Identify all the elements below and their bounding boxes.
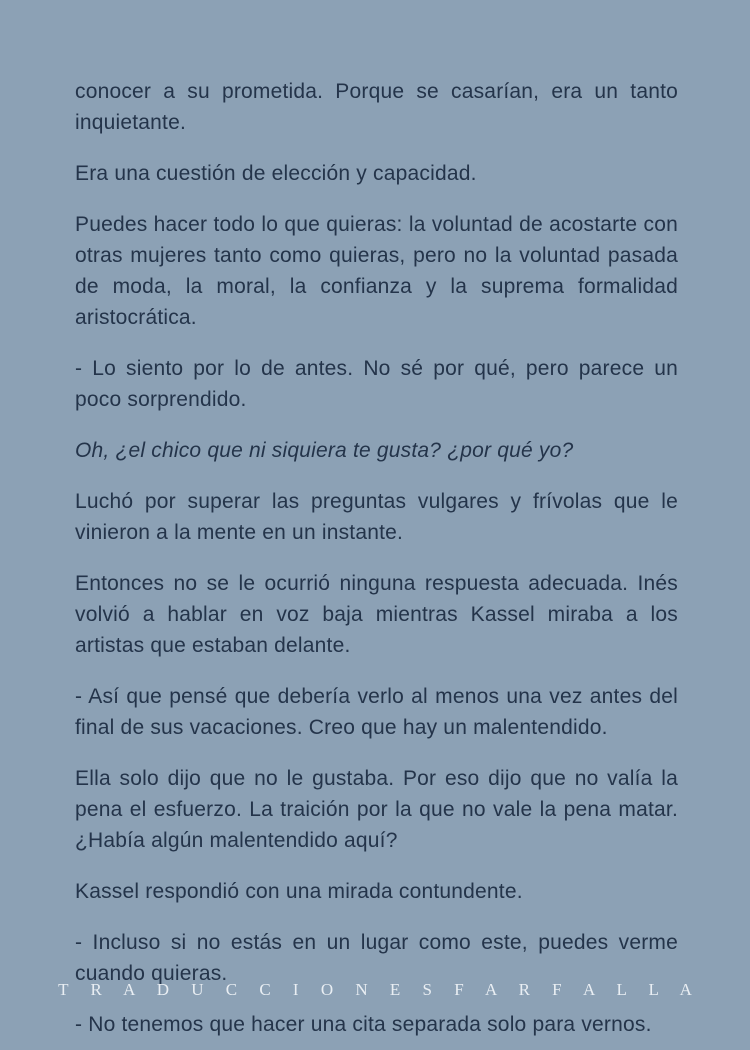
translator-watermark: T R A D U C C I O N E S F A R F A L L A — [58, 980, 701, 999]
dialogue-paragraph-text: - No tenemos que hacer una cita separada solo para vernos. — [75, 1013, 652, 1036]
paragraph-text: conocer a su prometida. Porque se casarían, era un tanto inquietante. — [75, 80, 678, 134]
paragraph-text: Puedes hacer todo lo que quieras: la voluntad de acostarte con otras mujeres tanto como quieras, pero no la voluntad pasada de moda, la moral, la confianza y la suprema formalidad aristocrática. — [75, 213, 678, 329]
inner-thought-paragraph-text: Oh, ¿el chico que ni siquiera te gusta? ¿por qué yo? — [75, 439, 574, 462]
paragraph-text: Kassel respondió con una mirada contundente. — [75, 880, 523, 903]
dialogue-paragraph-text: - Incluso si no estás en un lugar como este, puedes verme cuando quieras. — [75, 931, 678, 985]
paragraph-text: Ella solo dijo que no le gustaba. Por eso dijo que no valía la pena el esfuerzo. La traición por la que no vale la pena matar. ¿Había algún malentendido aquí? — [75, 767, 678, 852]
paragraph-text: Luchó por superar las preguntas vulgares y frívolas que le vinieron a la mente en un instante. — [75, 490, 678, 544]
paragraph-text: Entonces no se le ocurrió ninguna respuesta adecuada. Inés volvió a hablar en voz baja mientras Kassel miraba a los artistas que estaban delante. — [75, 572, 678, 657]
dialogue-paragraph-text: - Lo siento por lo de antes. No sé por qué, pero parece un poco sorprendido. — [75, 357, 678, 411]
dialogue-paragraph-text: - Así que pensé que debería verlo al menos una vez antes del final de sus vacaciones. Creo que hay un malentendido. — [75, 685, 678, 739]
paragraph-text: Era una cuestión de elección y capacidad. — [75, 162, 477, 185]
page-text — [75, 76, 678, 1040]
